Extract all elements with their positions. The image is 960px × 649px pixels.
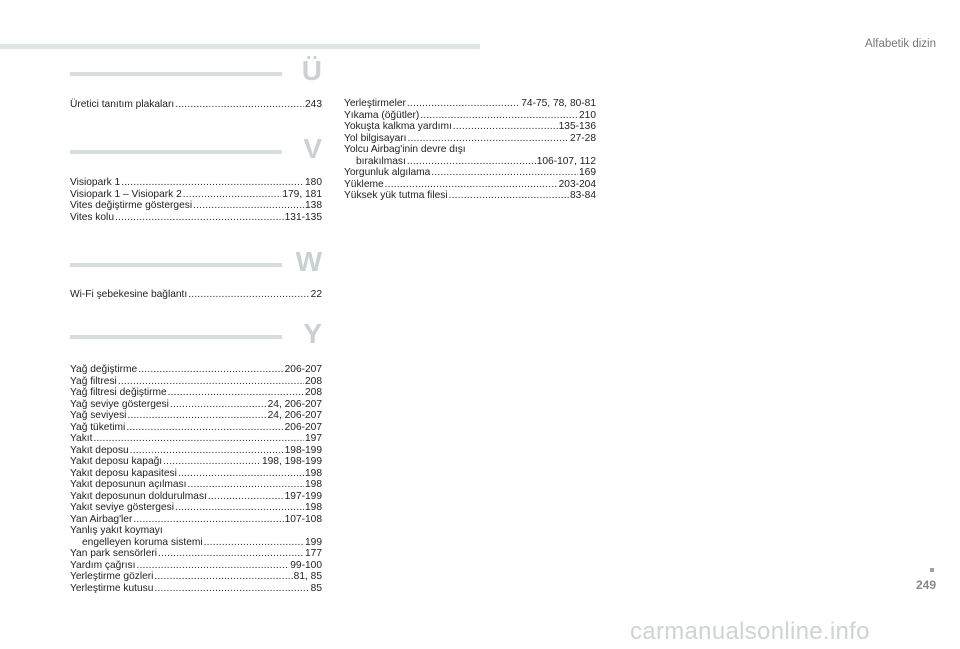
leader-dots — [193, 200, 304, 212]
index-entry[interactable] — [70, 177, 322, 189]
leader-dots — [115, 212, 284, 224]
header-bar — [0, 44, 480, 49]
entry-pages[interactable]: 198 — [305, 502, 322, 513]
leader-dots — [431, 167, 578, 179]
leader-dots — [188, 289, 309, 301]
entry-pages[interactable]: 180 — [305, 177, 322, 188]
entry-pages[interactable]: 203-204 — [558, 178, 596, 190]
leader-dots — [407, 156, 536, 168]
leader-dots — [170, 399, 267, 411]
entry-pages[interactable]: 197-199 — [284, 490, 322, 502]
letter-heading-w — [70, 246, 322, 283]
index-entry[interactable] — [70, 502, 322, 514]
entry-label: Yükleme — [344, 178, 384, 190]
entry-label: Yakıt deposunun doldurulması — [70, 490, 207, 502]
entry-label: Yakıt deposu — [70, 444, 129, 456]
heading-letter: W — [295, 246, 322, 277]
entry-pages[interactable]: 198-199 — [284, 444, 322, 456]
leader-dots — [453, 121, 558, 133]
leader-dots — [154, 571, 292, 583]
index-entry[interactable] — [344, 133, 596, 145]
page-number: 249 — [916, 578, 937, 592]
entry-label: Wi-Fi şebekesine bağlantı — [70, 289, 188, 300]
index-entry[interactable] — [70, 422, 322, 434]
index-entry[interactable] — [70, 514, 322, 526]
letter-heading-y — [70, 318, 322, 355]
entry-label: Yolcu Airbag'inin devre dışı — [344, 144, 466, 155]
leader-dots — [163, 456, 261, 468]
entry-label: Yağ değiştirme — [70, 364, 138, 375]
heading-letter: V — [303, 133, 322, 164]
entry-label: Yan Airbag'ler — [70, 513, 133, 525]
leader-dots — [118, 376, 304, 388]
entry-label: Yağ tüketimi — [70, 421, 126, 433]
leader-dots — [136, 560, 289, 572]
entry-label: Yerleştirme kutusu — [70, 582, 154, 594]
index-entry[interactable] — [70, 468, 322, 480]
entry-label: Yerleştirmeler — [344, 98, 406, 109]
index-entry[interactable] — [70, 433, 322, 445]
index-entry[interactable] — [70, 364, 322, 376]
entry-label: Yüksek yük tutma filesi — [344, 190, 448, 201]
entry-pages[interactable]: 22 — [310, 289, 322, 300]
section-title: Alfabetik dizin — [865, 38, 936, 50]
entry-label: bırakılması — [356, 155, 406, 167]
index-entry[interactable] — [344, 167, 596, 179]
leader-dots — [127, 410, 266, 422]
heading-letter: Ü — [301, 55, 322, 86]
entry-pages[interactable]: 81, 85 — [293, 571, 322, 582]
leader-dots — [138, 364, 283, 376]
index-entry[interactable] — [70, 376, 322, 388]
entry-label: Visiopark 1 – Visiopark 2 — [70, 188, 182, 200]
leader-dots — [449, 190, 569, 202]
leader-dots — [175, 502, 304, 514]
entries-y — [70, 364, 322, 594]
entry-pages[interactable]: 243 — [305, 99, 322, 110]
index-entry[interactable] — [70, 548, 322, 560]
leader-dots — [183, 189, 282, 201]
index-entry[interactable] — [70, 491, 322, 503]
entry-label: Visiopark 1 — [70, 177, 121, 188]
entry-label: Yorgunluk algılama — [344, 167, 431, 178]
index-entry-line — [70, 525, 322, 537]
entry-label: Yerleştirme gözleri — [70, 571, 154, 582]
entries-v — [70, 177, 322, 223]
index-entry[interactable] — [70, 189, 322, 201]
entry-pages[interactable]: 27-28 — [569, 132, 596, 144]
watermark: carmanualsonline.info — [630, 618, 870, 645]
index-entry-line — [344, 144, 596, 156]
entry-pages[interactable]: 169 — [579, 167, 596, 178]
entry-label: Üretici tanıtım plakaları — [70, 99, 175, 110]
heading-rule — [70, 72, 282, 76]
entry-label: Yakıt deposu kapasitesi — [70, 467, 177, 479]
heading-letter: Y — [303, 318, 322, 349]
leader-dots — [178, 468, 304, 480]
entry-label: Yakıt deposu kapağı — [70, 456, 163, 467]
entry-label: Vites kolu — [70, 211, 114, 223]
entry-label: Yanlış yakıt koymayı — [70, 525, 163, 536]
entry-pages[interactable]: 83-84 — [569, 190, 596, 201]
index-entry[interactable] — [70, 560, 322, 572]
index-entry[interactable] — [344, 110, 596, 122]
entry-pages[interactable]: 106-107, 112 — [536, 155, 596, 167]
index-entry[interactable] — [70, 456, 322, 468]
letter-heading-v — [70, 133, 322, 170]
index-entry[interactable] — [344, 179, 596, 191]
entry-label: Yağ filtresi — [70, 375, 117, 387]
index-entry[interactable] — [70, 289, 322, 301]
leader-dots — [168, 387, 304, 399]
leader-dots — [126, 422, 283, 434]
entry-pages[interactable]: 208 — [305, 387, 322, 398]
leader-dots — [130, 445, 284, 457]
heading-rule — [70, 150, 282, 154]
entry-pages[interactable]: 206-207 — [284, 421, 322, 433]
leader-dots — [407, 133, 568, 145]
entry-pages[interactable]: 208 — [305, 375, 322, 387]
leader-dots — [407, 98, 520, 110]
leader-dots — [154, 583, 309, 595]
leader-dots — [158, 548, 304, 560]
entry-pages[interactable]: 198, 198-199 — [261, 456, 322, 467]
index-entry[interactable] — [70, 212, 322, 224]
entries-u — [70, 99, 322, 111]
entry-pages[interactable]: 198 — [305, 479, 322, 490]
entries-w — [70, 289, 322, 301]
entry-pages[interactable]: 74-75, 78, 80-81 — [521, 98, 596, 109]
entries-y-continued — [344, 98, 596, 202]
entry-label: Yakıt — [70, 433, 93, 444]
index-entry[interactable] — [70, 410, 322, 422]
leader-dots — [208, 491, 284, 503]
entry-label: Yağ seviyesi — [70, 410, 127, 421]
entry-label: engelleyen koruma sistemi — [82, 536, 203, 548]
leader-dots — [175, 99, 304, 111]
entry-label: Yıkama (öğütler) — [344, 109, 420, 121]
entry-pages[interactable]: 138 — [305, 200, 322, 211]
heading-rule — [70, 335, 282, 339]
index-entry[interactable] — [70, 537, 322, 549]
entry-pages[interactable]: 135-136 — [558, 121, 596, 132]
entry-pages[interactable]: 99-100 — [290, 559, 322, 571]
leader-dots — [204, 537, 304, 549]
leader-dots — [93, 433, 304, 445]
entry-pages[interactable]: 179, 181 — [282, 188, 322, 200]
index-entry[interactable] — [344, 98, 596, 110]
entry-label: Yardım çağrısı — [70, 559, 136, 571]
entry-label: Yakıt deposunun açılması — [70, 479, 187, 490]
entry-pages[interactable]: 85 — [310, 582, 322, 594]
entry-pages[interactable]: 24, 206-207 — [267, 410, 322, 421]
entry-pages[interactable]: 210 — [579, 109, 596, 121]
index-entry[interactable] — [70, 583, 322, 595]
entry-label: Vites değiştirme göstergesi — [70, 200, 193, 211]
entry-pages[interactable]: 177 — [305, 548, 322, 559]
entry-label: Yağ seviye göstergesi — [70, 398, 169, 410]
leader-dots — [187, 479, 304, 491]
leader-dots — [121, 177, 304, 189]
letter-heading-u — [70, 55, 322, 92]
entry-label: Yan park sensörleri — [70, 548, 158, 559]
entry-label: Yokuşta kalkma yardımı — [344, 121, 452, 132]
leader-dots — [133, 514, 283, 526]
index-entry[interactable] — [344, 190, 596, 202]
index-entry[interactable] — [70, 445, 322, 457]
index-entry[interactable] — [70, 387, 322, 399]
page-marker — [930, 568, 934, 572]
heading-rule — [70, 263, 282, 267]
index-entry[interactable] — [70, 571, 322, 583]
index-entry[interactable] — [70, 479, 322, 491]
entry-pages[interactable]: 131-135 — [284, 211, 322, 223]
leader-dots — [385, 179, 558, 191]
entry-label: Yol bilgisayarı — [344, 132, 407, 144]
index-entry[interactable] — [344, 156, 596, 168]
entry-label: Yakıt seviye göstergesi — [70, 502, 174, 513]
entry-pages[interactable]: 206-207 — [284, 364, 322, 375]
leader-dots — [420, 110, 578, 122]
entry-pages[interactable]: 107-108 — [284, 513, 322, 525]
entry-pages[interactable]: 198 — [305, 467, 322, 479]
entry-pages[interactable]: 199 — [305, 536, 322, 548]
entry-pages[interactable]: 197 — [305, 433, 322, 444]
index-entry[interactable] — [70, 399, 322, 411]
entry-pages[interactable]: 24, 206-207 — [267, 398, 322, 410]
index-entry[interactable] — [70, 200, 322, 212]
index-entry[interactable] — [344, 121, 596, 133]
index-entry[interactable] — [70, 99, 322, 111]
entry-label: Yağ filtresi değiştirme — [70, 387, 167, 398]
